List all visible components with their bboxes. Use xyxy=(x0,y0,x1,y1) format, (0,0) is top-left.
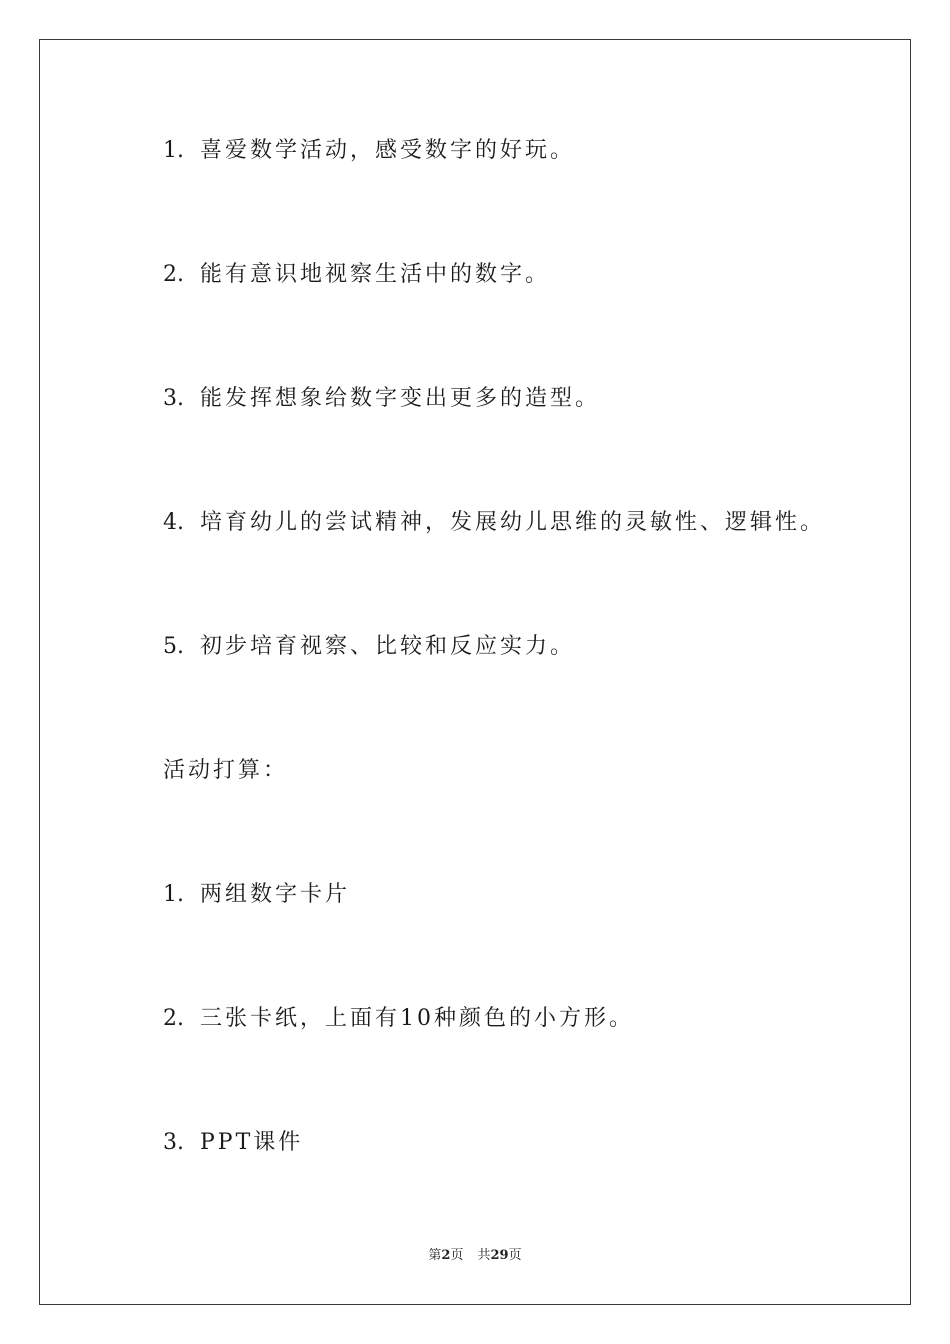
item-number: 1. xyxy=(163,882,184,907)
item-number: 3. xyxy=(163,386,184,411)
item-number: 2. xyxy=(163,1006,184,1031)
preparation-heading: 活动打算： xyxy=(163,758,289,783)
item-text: 初步培育视察、比较和反应实力。 xyxy=(200,634,576,659)
page-prefix: 第 xyxy=(428,1248,442,1263)
item-number: 1. xyxy=(163,138,184,163)
page-unit: 页 xyxy=(450,1248,464,1263)
objective-item-3 xyxy=(163,385,600,413)
preparation-item-2 xyxy=(163,1005,634,1033)
item-text: 能有意识地视察生活中的数字。 xyxy=(200,262,551,287)
objective-item-5 xyxy=(163,633,575,661)
preparation-item-3 xyxy=(163,1129,303,1157)
objective-item-4 xyxy=(163,509,825,537)
preparation-item-1 xyxy=(163,881,350,909)
current-page-number: 2 xyxy=(441,1248,451,1263)
objective-item-1 xyxy=(163,137,575,165)
item-text: 培育幼儿的尝试精神，发展幼儿思维的灵敏性、逻辑性。 xyxy=(200,510,826,535)
item-text: 三张卡纸，上面有10种颜色的小方形。 xyxy=(200,1006,634,1031)
total-page-count: 29 xyxy=(490,1248,509,1263)
item-text: PPT课件 xyxy=(200,1130,304,1155)
total-prefix: 共 xyxy=(477,1248,491,1263)
total-unit: 页 xyxy=(508,1248,522,1263)
item-number: 4. xyxy=(163,510,184,535)
page-footer xyxy=(0,1247,950,1265)
item-number: 3. xyxy=(163,1130,184,1155)
item-text: 喜爱数学活动，感受数字的好玩。 xyxy=(200,138,576,163)
objective-item-2 xyxy=(163,261,550,289)
item-number: 5. xyxy=(163,634,184,659)
item-number: 2. xyxy=(163,262,184,287)
item-text: 两组数字卡片 xyxy=(200,882,351,907)
page-border xyxy=(39,39,911,1305)
item-text: 能发挥想象给数字变出更多的造型。 xyxy=(200,386,601,411)
